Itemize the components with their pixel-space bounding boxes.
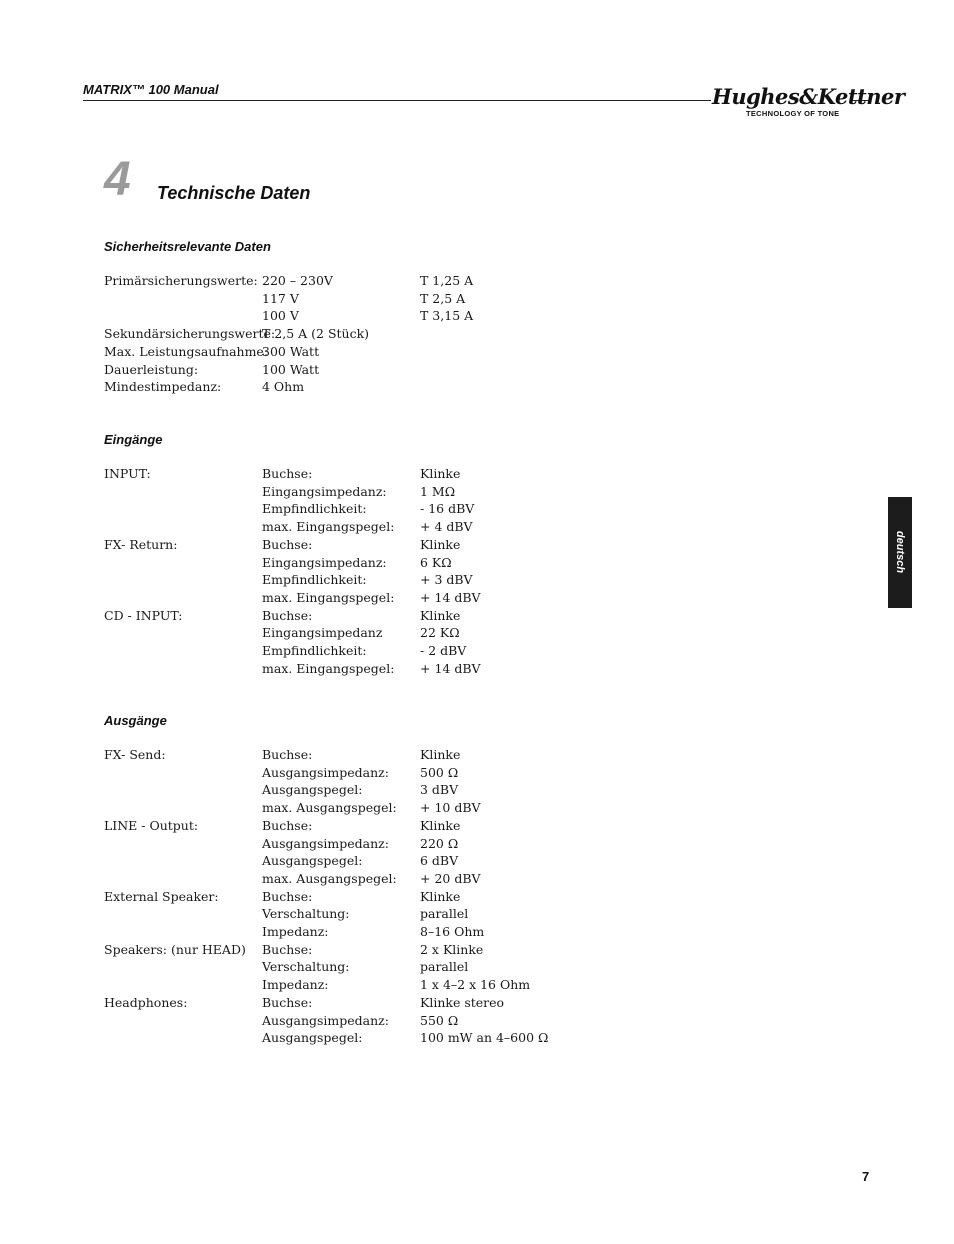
spec-row [104, 958, 624, 976]
spec-label: Sekundärsicherungswerte: [104, 326, 276, 342]
spec-value: T 1,25 A [420, 273, 474, 288]
spec-parameter: Eingangsimpedanz: [262, 483, 387, 499]
spec-row [104, 781, 624, 799]
logo-tagline: TECHNOLOGY OF TONE [746, 109, 840, 118]
spec-value: parallel [420, 906, 469, 922]
spec-label: External Speaker: [104, 888, 219, 904]
spec-value: - 16 dBV [420, 501, 475, 517]
spec-label: Primärsicherungswerte: [104, 273, 258, 288]
spec-row [104, 624, 624, 642]
chapter-title: Technische Daten [157, 183, 311, 203]
brand-logo [710, 84, 905, 118]
spec-label: Max. Leistungsaufnahme: [104, 343, 269, 359]
spec-value: 3 dBV [420, 782, 459, 798]
section-heading: Eingänge [104, 432, 163, 447]
spec-row [104, 343, 624, 361]
spec-value: 1 MΩ [420, 483, 456, 499]
spec-row [104, 764, 624, 782]
manual-title: MATRIX™ 100 Manual [83, 82, 219, 97]
spec-label: Headphones: [104, 994, 188, 1010]
spec-parameter: max. Eingangspegel: [262, 589, 395, 605]
spec-parameter: Ausgangspegel: [262, 1030, 363, 1046]
spec-parameter: Empfindlichkeit: [262, 501, 367, 517]
spec-value: 100 mW an 4–600 Ω [420, 1030, 549, 1046]
spec-parameter: 4 Ohm [262, 379, 305, 395]
spec-value: + 3 dBV [420, 572, 473, 588]
spec-row [104, 465, 624, 483]
spec-parameter: T 2,5 A (2 Stück) [262, 326, 370, 342]
spec-row [104, 307, 624, 325]
spec-row [104, 272, 624, 290]
spec-row [104, 1029, 624, 1047]
spec-value: Klinke [420, 607, 461, 623]
spec-row [104, 325, 624, 343]
spec-row [104, 905, 624, 923]
spec-parameter: 100 V [262, 308, 299, 324]
spec-parameter: Eingangsimpedanz [262, 625, 383, 641]
spec-value: 6 KΩ [420, 554, 452, 570]
spec-value: T 2,5 A [420, 290, 466, 306]
spec-parameter: Impedanz: [262, 924, 329, 939]
spec-row [104, 835, 624, 853]
spec-parameter: Buchse: [262, 607, 313, 623]
spec-value: parallel [420, 959, 469, 975]
spec-parameter: Ausgangspegel: [262, 853, 363, 869]
spec-parameter: max. Ausgangspegel: [262, 800, 397, 816]
spec-value: Klinke [420, 888, 461, 904]
spec-parameter: Ausgangsimpedanz: [262, 764, 389, 780]
spec-parameter: Empfindlichkeit: [262, 572, 367, 588]
section-heading: Sicherheitsrelevante Daten [104, 239, 271, 254]
spec-row [104, 361, 624, 379]
spec-value: 22 KΩ [420, 625, 460, 641]
spec-value: + 20 dBV [420, 870, 481, 886]
spec-parameter: max. Ausgangspegel: [262, 870, 397, 886]
spec-value: Klinke [420, 466, 461, 481]
spec-row [104, 870, 624, 888]
spec-parameter: Ausgangsimpedanz: [262, 835, 389, 851]
spec-value: Klinke [420, 536, 461, 552]
spec-parameter: 100 Watt [262, 361, 320, 377]
spec-value: Klinke stereo [420, 994, 505, 1010]
spec-value: 6 dBV [420, 853, 459, 869]
spec-parameter: Buchse: [262, 817, 313, 833]
section-heading: Ausgänge [104, 713, 167, 728]
spec-parameter: Verschaltung: [262, 906, 350, 922]
spec-value: Klinke [420, 747, 461, 762]
spec-row [104, 660, 624, 678]
spec-label: FX- Send: [104, 747, 166, 762]
spec-row [104, 888, 624, 906]
spec-parameter: Buchse: [262, 941, 313, 957]
spec-value: + 14 dBV [420, 589, 481, 605]
spec-parameter: Ausgangsimpedanz: [262, 1012, 389, 1028]
spec-row [104, 378, 624, 396]
header-rule [83, 100, 711, 101]
spec-parameter: max. Eingangspegel: [262, 519, 395, 535]
spec-row [104, 554, 624, 572]
spec-label: Speakers: (nur HEAD) [104, 941, 246, 957]
spec-parameter: 220 – 230V [262, 273, 333, 288]
spec-row [104, 817, 624, 835]
spec-row [104, 976, 624, 994]
spec-row [104, 571, 624, 589]
spec-value: T 3,15 A [420, 308, 474, 324]
spec-parameter: Buchse: [262, 466, 313, 481]
spec-value: + 14 dBV [420, 660, 481, 676]
spec-parameter: Buchse: [262, 994, 313, 1010]
language-tab [888, 497, 912, 608]
spec-row [104, 852, 624, 870]
spec-value: Klinke [420, 817, 461, 833]
spec-parameter: Impedanz: [262, 977, 329, 993]
spec-label: Dauerleistung: [104, 361, 199, 377]
spec-value: + 4 dBV [420, 519, 473, 535]
spec-value: - 2 dBV [420, 643, 467, 658]
spec-row [104, 746, 624, 764]
spec-label: FX- Return: [104, 536, 178, 552]
spec-value: 8–16 Ohm [420, 924, 485, 939]
spec-label: CD - INPUT: [104, 607, 183, 623]
spec-row [104, 941, 624, 959]
spec-value: 1 x 4–2 x 16 Ohm [420, 977, 531, 993]
spec-value: 500 Ω [420, 764, 459, 780]
spec-row [104, 500, 624, 518]
spec-row [104, 290, 624, 308]
spec-parameter: 300 Watt [262, 343, 320, 359]
spec-row [104, 589, 624, 607]
spec-row [104, 483, 624, 501]
spec-label: Mindestimpedanz: [104, 379, 222, 395]
spec-parameter: Buchse: [262, 747, 313, 762]
spec-value: 2 x Klinke [420, 941, 484, 957]
chapter-number: 4 [104, 153, 131, 206]
spec-row [104, 923, 624, 941]
spec-value: 550 Ω [420, 1012, 459, 1028]
spec-row [104, 536, 624, 554]
spec-parameter: max. Eingangspegel: [262, 660, 395, 676]
spec-row [104, 994, 624, 1012]
spec-row [104, 1012, 624, 1030]
language-tab-label: deutsch [894, 530, 906, 574]
spec-parameter: Empfindlichkeit: [262, 643, 367, 658]
spec-parameter: Ausgangspegel: [262, 782, 363, 798]
spec-row [104, 607, 624, 625]
spec-parameter: Buchse: [262, 536, 313, 552]
spec-value: 220 Ω [420, 835, 459, 851]
spec-row [104, 642, 624, 660]
logo-wordmark: Hughes&Kettner [712, 84, 905, 109]
spec-label: INPUT: [104, 466, 151, 481]
spec-label: LINE - Output: [104, 817, 199, 833]
spec-parameter: Buchse: [262, 888, 313, 904]
spec-row [104, 799, 624, 817]
spec-parameter: Verschaltung: [262, 959, 350, 975]
spec-parameter: Eingangsimpedanz: [262, 554, 387, 570]
spec-value: + 10 dBV [420, 800, 481, 816]
spec-parameter: 117 V [262, 290, 299, 306]
spec-row [104, 518, 624, 536]
page-number: 7 [862, 1169, 870, 1184]
